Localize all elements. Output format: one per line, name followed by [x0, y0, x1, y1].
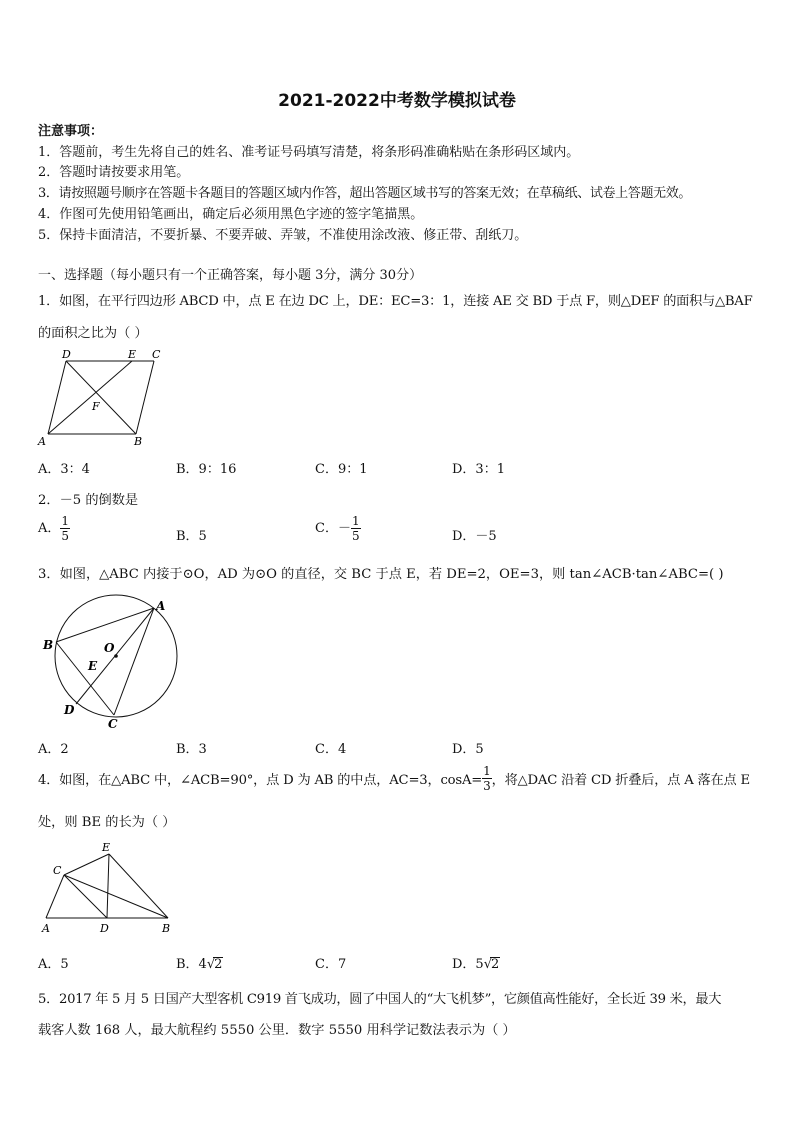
- radicand: 2: [491, 957, 500, 972]
- label-c: C: [152, 348, 161, 361]
- q2-option-a-fraction: [60, 514, 70, 543]
- q4-triangle-figure: [38, 836, 178, 936]
- label-b: B: [134, 435, 143, 448]
- label-e: E: [128, 348, 137, 361]
- q2-stem: 2．－5 的倒数是: [38, 493, 139, 508]
- q1-option-c[interactable]: C．9：1: [315, 462, 368, 477]
- q3-option-b[interactable]: B．3: [176, 742, 207, 757]
- label-e: E: [102, 841, 111, 854]
- notice-item-5: 5．保持卡面清洁，不要折暴、不要弄破、弄皱，不准使用涂改液、修正带、刮纸刀。: [38, 228, 528, 243]
- q1-option-b[interactable]: B．9：16: [176, 462, 237, 477]
- q5-stem-line1: 5．2017 年 5 月 5 日国产大型客机 C919 首飞成功，圆了中国人的“大飞机梦”，它颜值高性能好，全长近 39 米，最大: [38, 992, 722, 1007]
- q2-option-c[interactable]: [315, 514, 361, 543]
- label-a: A: [42, 922, 50, 935]
- q1-stem-line1: 1．如图，在平行四边形 ABCD 中，点 E 在边 DC 上，DE：EC=3：1，连接 AE 交 BD 于点 F，则△DEF 的面积与△BAF: [38, 294, 753, 309]
- segment-eb: [109, 854, 168, 918]
- q1-option-a[interactable]: A．3：4: [38, 462, 90, 477]
- denominator: 5: [351, 529, 360, 543]
- q4-cos-fraction: [482, 764, 491, 793]
- q1-option-d[interactable]: D．3：1: [452, 462, 505, 477]
- chord-ac: [114, 608, 154, 715]
- label-f: F: [92, 400, 100, 413]
- denominator: 3: [483, 779, 491, 793]
- q4-option-d-prefix: D．5: [452, 957, 484, 972]
- segment-cb: [64, 875, 168, 918]
- label-d: D: [64, 703, 75, 717]
- q4-option-d[interactable]: [452, 953, 500, 972]
- q4-stem-part2: ，将△DAC 沿着 CD 折叠后，点 A 落在点 E: [491, 773, 750, 788]
- notice-item-4: 4．作图可先使用铅笔画出，确定后必须用黑色字迹的签字笔描黑。: [38, 207, 424, 222]
- label-d: D: [62, 348, 71, 361]
- section-heading: 一、选择题（每小题只有一个正确答案，每小题 3分，满分 30分）: [38, 268, 423, 283]
- notice-item-2: 2．答题时请按要求用笔。: [38, 165, 190, 180]
- q3-option-a[interactable]: A．2: [38, 742, 69, 757]
- sqrt-icon: √: [206, 957, 216, 972]
- q2-option-b[interactable]: B．5: [176, 529, 207, 544]
- edge-ad: [48, 361, 66, 434]
- denominator: 5: [61, 529, 70, 543]
- q4-option-c[interactable]: C．7: [315, 957, 347, 972]
- q2-option-a-prefix: A．: [38, 521, 61, 536]
- q4-stem-line2: 处，则 BE 的长为（ ）: [38, 815, 176, 830]
- label-c: C: [53, 864, 62, 877]
- q4-option-b-prefix: B．4: [176, 957, 207, 972]
- q2-option-c-prefix: C．－: [315, 521, 351, 536]
- q1-stem-line2: 的面积之比为（ ）: [38, 326, 148, 341]
- exam-title: 2021-2022中考数学模拟试卷: [278, 91, 516, 111]
- notice-item-3: 3．请按照题号顺序在答题卡各题目的答题区域内作答，超出答题区域书写的答案无效；在草稿纸、试卷上答题无效。: [38, 186, 692, 201]
- label-o: O: [104, 641, 115, 655]
- segment-ed: [107, 854, 109, 918]
- q3-circle-figure: [38, 594, 188, 734]
- q2-option-d[interactable]: D．－5: [452, 529, 497, 544]
- chord-ba: [56, 608, 154, 642]
- q3-option-c[interactable]: C．4: [315, 742, 347, 757]
- radicand: 2: [214, 957, 223, 972]
- center-o-point: [114, 654, 118, 658]
- segment-ae: [48, 361, 132, 434]
- segment-ce: [64, 854, 109, 875]
- q3-stem: 3．如图，△ABC 内接于⊙O，AD 为⊙O 的直径，交 BC 于点 E，若 DE=2，OE=3，则 tan∠ACB·tan∠ABC=( ): [38, 567, 724, 582]
- notice-heading: 注意事项：: [38, 124, 104, 139]
- label-b: B: [43, 638, 54, 652]
- q2-option-a[interactable]: [38, 514, 70, 543]
- q4-stem-line1: [38, 764, 750, 793]
- q5-stem-line2: 载客人数 168 人，最大航程约 5550 公里．数字 5550 用科学记数法表示为（ ）: [38, 1023, 516, 1038]
- segment-ac: [46, 875, 64, 918]
- label-d: D: [100, 922, 109, 935]
- diagonal-bd: [66, 361, 136, 434]
- label-c: C: [108, 717, 118, 731]
- label-e: E: [88, 659, 98, 673]
- label-b: B: [162, 922, 171, 935]
- numerator: 1: [351, 514, 360, 528]
- label-a: A: [156, 599, 166, 613]
- segment-cd: [64, 875, 107, 918]
- q4-stem-part1: 4．如图，在△ABC 中，∠ACB=90°，点 D 为 AB 的中点，AC=3，cosA=: [38, 773, 483, 788]
- q3-option-d[interactable]: D．5: [452, 742, 484, 757]
- sqrt-icon: √: [483, 957, 492, 972]
- numerator: 1: [61, 514, 70, 528]
- label-a: A: [38, 435, 46, 448]
- q2-option-c-fraction: [351, 514, 361, 543]
- q1-parallelogram-figure: [36, 346, 166, 450]
- q4-option-b[interactable]: [176, 953, 223, 972]
- q4-option-a[interactable]: A．5: [38, 957, 69, 972]
- notice-item-1: 1．答题前，考生先将自己的姓名、准考证号码填写清楚，将条形码准确粘贴在条形码区域内。: [38, 145, 580, 160]
- numerator: 1: [483, 764, 491, 778]
- edge-cb: [136, 361, 154, 434]
